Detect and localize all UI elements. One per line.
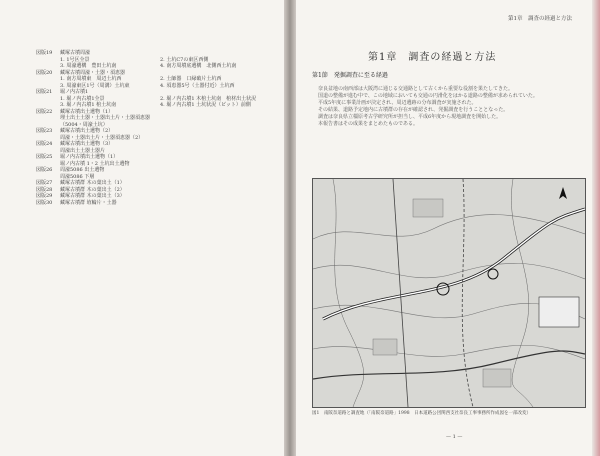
plate-text: 藏塚古墳出土遺物（1） [60,108,114,115]
plate-text: 1. 南方周墳東 周辺土坑西 [60,76,122,82]
page-edge [592,0,600,456]
plate-list [36,50,276,206]
plate-code: 図版28 [36,186,53,193]
body-paragraph: 国道の整備が進む中で、この地域においても交通の円滑化をはかる道路の整備が求められていた。 [318,93,538,99]
body-text [312,86,584,128]
chapter-title: 第1章 調査の経過と方法 [368,52,497,63]
plate-text2: 4. 南方周墳底遺構 北側西土坑南 [160,63,237,69]
plate-text: 堀ノ内古墳1 [60,89,89,95]
plate-text: 周濠・土器出土片・土器須恵器（2） [60,134,144,141]
plate-text: 藏塚古墳出土遺物（3） [60,141,114,147]
plate-text2: 2. 土坑C7の東区西側 [160,56,209,63]
plate-code: 図版26 [36,167,53,173]
body-paragraph: 奈良盆地の南西部は大阪湾に通じる交通路として古くから重要な役割を果たしてきた。 [318,86,514,92]
plate-text: 1. 1号区全景 [60,56,90,63]
plate-text2: 4. 堀ノ内古墳1 土坑状況（ピット）前側 [160,102,251,108]
plate-code: 図版23 [36,128,53,134]
plate-code: 図版21 [36,89,53,95]
body-paragraph: 本報告書はその成果をまとめたものである。 [318,121,419,127]
topographic-map [313,179,585,407]
plate-text: 藏塚古墳出土遺物（2） [60,128,114,134]
book-gutter [284,0,296,456]
plate-text2: 2. 堀ノ内古墳1 木棺土坑南 棺材出土状況 [160,95,257,102]
plate-text: 周濠出土土器土器片 [60,147,106,154]
body-paragraph: 平成5年度に事業計画が決定され、周辺遺跡の分布調査が実施された。 [318,100,477,106]
body-paragraph: 調査は奈良県立橿原考古学研究所が担当し、平成6年度から現地調査を開始した。 [318,114,502,120]
plate-code: 図版30 [36,199,53,206]
plate-text2: 2. 土師器 口縁破片土坑西 [160,76,222,82]
plate-text: 3. 周濠東区1号（周溝）土坑東 [60,82,130,89]
left-page [0,0,290,456]
plate-text: 周濠5086 下層 [60,173,95,180]
plate-text: 藏塚古墳群 木の葉出土（3） [60,193,125,199]
plate-text: 3. 周濠遺構 豊田土坑南 [60,63,117,69]
plate-text: 3. 堀ノ内古墳1 棺土坑南 [60,102,117,108]
plate-text: 堀ノ内古墳出土遺物（1） [60,154,119,160]
plate-code: 図版24 [36,141,53,147]
plate-list-item [36,200,276,207]
plate-code: 図版27 [36,180,53,186]
section-title: 第1節 発掘調査に至る経過 [312,72,388,79]
plate-text: 藏塚古墳群 木の葉出土（1） [60,180,125,186]
right-page [290,0,600,456]
running-head: 第1章 調査の経過と方法 [507,16,572,22]
plate-text: 1. 堀ノ内古墳1全景 [60,95,105,102]
plate-text: 藏塚古墳周濠 [60,50,91,56]
plate-text2 [160,200,270,207]
plate-text2: 4. 須恵器5号（土器付近）土坑西 [160,82,235,89]
plate-text2 [160,115,270,128]
plate-list-item [36,115,276,128]
plate-code: 図版25 [36,154,53,160]
figure-caption: 図1 南阪奈道路と調査地（「南阪奈道路」1998 日本道路公団関西支社奈良工事事務所作成図を一部改変） [312,411,532,416]
plate-text: 藏塚古墳周濠・土器・須恵器 [60,69,126,76]
plate-text: 堀ノ内古墳 1・2 土坑出土遺物 [60,160,130,167]
page-number: — 1 — [446,434,463,440]
plate-code: 図版20 [36,69,53,76]
plate-code: 図版29 [36,193,53,199]
plate-code: 図版22 [36,108,53,115]
plate-text: 周濠5086 出土遺物 [60,167,105,173]
plate-text: 藏塚古墳群 埴輪片・土器 [60,199,117,206]
plate-code [36,115,60,128]
plate-text: 藏塚古墳群 木の葉出土（2） [60,186,125,193]
plate-text: 埋土出土土器・土器出土片・土器須恵器（5004・周濠土坑） [60,115,151,128]
site-map-figure [312,178,586,408]
body-paragraph: その結果、道路予定地内に古墳群の存在が確認され、発掘調査を行うこととなった。 [318,107,509,113]
plate-code: 図版19 [36,50,53,56]
